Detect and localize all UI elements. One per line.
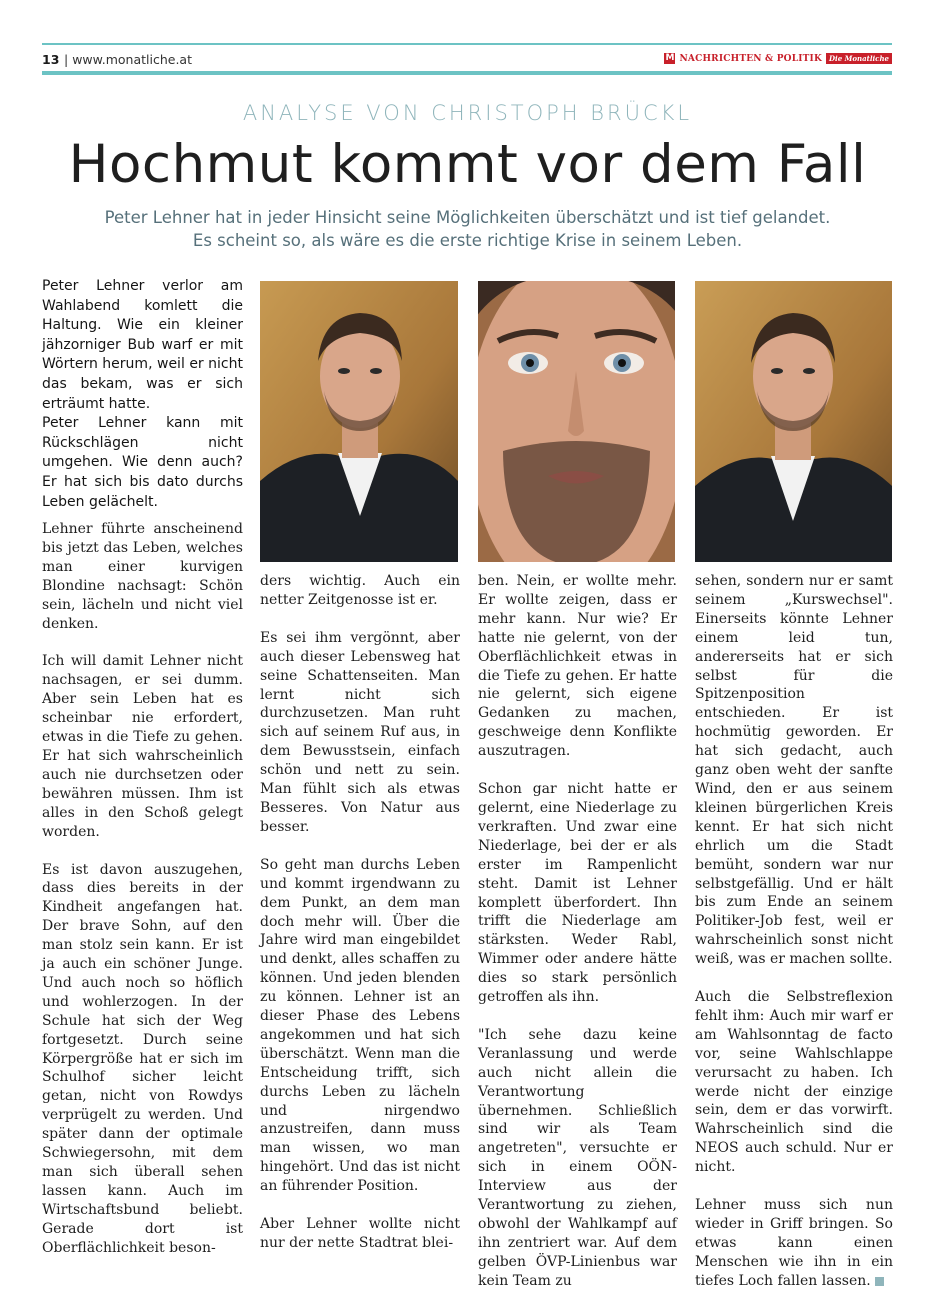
article-headline: Hochmut kommt vor dem Fall [68, 134, 867, 195]
header-bottom-rule [42, 71, 892, 75]
body-paragraph: Schon gar nicht hatte er gelernt, eine Niederlage zu verkraften. Und zwar eine Niederlage, bei der er als erster im Rampenlicht steht. Damit ist Lehner komplett überfordert. Ihn trifft die Niederlage am stärksten. Weder Rabl, Wimmer oder andere hätte dies so stark persönlich getroffen als ihn. [478, 781, 677, 1006]
body-paragraph: "Ich sehe dazu keine Veranlassung und werde auch nicht allein die Verantwortung übernehmen. Schließlich sind wir als Team angetreten", versuchte er sich in einem OÖN-Interview aus der Verantwortung zu ziehen, obwohl der Wahlkampf auf ihn zentriert war. Auf dem gelben ÖVP-Linienbus war kein Team zu [478, 1026, 677, 1289]
body-paragraph: Auch die Selbstreflexion fehlt ihm: Auch mir warf er am Wahlsonntag de facto vor, seine Wahlschlappe verursacht zu haben. Ich werde nicht der einzige sein, dem er das vorwirft. Wahrscheinlich sind die NEOS auch schuld. Nur er nicht. [695, 989, 893, 1176]
lead-line-1: Peter Lehner hat in jeder Hinsicht seine Möglichkeiten überschätzt und ist tief gelandet. [104, 208, 831, 227]
article-kicker: ANALYSE VON CHRISTOPH BRÜCKL [242, 101, 693, 125]
article-column-4 [695, 572, 893, 1291]
article-column-1 [42, 520, 243, 1258]
body-paragraph: Es sei ihm vergönnt, aber auch dieser Lebensweg hat seine Schattenseiten. Man lernt nicht sich durchzusetzen. Man ruht sich auf seinem Ruf aus, in dem Bewusstsein, einfach schön und nett zu sein. Man fühlt sich als etwas Besseres. Von Natur aus besser. [260, 629, 460, 835]
intro-paragraph: Peter Lehner kann mit Rückschlägen nicht umgehen. Wie denn auch? Er hat sich bis dato durchs Leben gelächelt. [42, 415, 243, 510]
portrait-photo-closeup [478, 281, 675, 562]
body-paragraph: ders wichtig. Auch ein netter Zeitgenosse ist er. [260, 573, 460, 608]
brand-m-icon: M [665, 53, 675, 63]
article-intro [42, 277, 243, 512]
body-paragraph: Lehner führte anscheinend bis jetzt das Leben, welches man einer kurvigen Blondine nachsagt: Schön sein, lächeln und nicht viel denken. [42, 521, 243, 632]
site-url[interactable] [64, 52, 192, 67]
site-url-text: www.monatliche.at [72, 52, 192, 67]
last-paragraph-text: Lehner muss sich nun wieder in Griff bringen. So etwas kann einen Menschen wie ihn in ein tiefes Loch fallen lassen. [695, 1197, 893, 1289]
article-lead [70, 206, 865, 252]
body-paragraph: Ich will damit Lehner nicht nachsagen, er sei dumm. Aber sein Leben hat es scheinbar nie erfordert, etwas in die Tiefe zu gehen. Er hat sich wahrscheinlich auch nie durchsetzen oder bewähren müssen. Ihm ist alles in den Schoß gelegt worden. [42, 653, 243, 840]
body-paragraph-last [695, 1196, 893, 1291]
section-name: NACHRICHTEN & POLITIK [679, 53, 822, 64]
portrait-photo-1 [260, 281, 458, 562]
page-number: 13 [42, 52, 60, 67]
body-paragraph: Es ist davon auszugehen, dass dies bereits in der Kindheit angefangen hat. Der brave Sohn, auf den man stolz sein kann. Er ist ja auch ein schöner Junge. Und auch noch so höflich und wohlerzogen. In der Schule hat sich der Weg fortgesetzt. Durch seine Körpergröße hat er sich im Schulhof sicher leicht getan, nicht von Rowdys verprügelt zu werden. Und später dann der optimale Schwiegersohn, mit dem man sich überall sehen lassen kann. Auch im Wirtschaftsbund beliebt. Gerade dort ist Oberflächlichkeit beson- [42, 861, 243, 1256]
header-top-rule [42, 43, 892, 45]
body-paragraph: sehen, sondern nur er samt seinem „Kurswechsel". Einerseits könnte Lehner einem leid tun, andererseits hat er sich selbst für die Spitzenposition entschieden. Er ist hochmütig geworden. Er hat sich gedacht, auch ganz oben weht der sanfte Wind, den er aus seinem kleinen bürgerlichen Kreis kennt. Er hat sich nicht ehrlich um die Stadt bemüht, sondern war nur selbstgefällig. Und er hält bis zum Ende an seinem Politiker-Job fest, weil er wahrscheinlich sonst nicht weiß, was er machen sollte. [695, 573, 893, 968]
article-column-3 [478, 572, 677, 1291]
lead-line-2: Es scheint so, als wäre es die erste richtige Krise in seinem Leben. [192, 231, 743, 250]
end-of-article-icon [875, 1277, 884, 1286]
brand-logo: Die Monatliche [826, 53, 892, 64]
article-column-2 [260, 572, 460, 1253]
body-paragraph: So geht man durchs Leben und kommt irgendwann zu dem Punkt, an dem man doch mehr will. Über die Jahre wird man eingebildet und denkt, alles schaffen zu können. Und jeden blenden zu können. Lehner ist an dieser Phase des Lebens angekommen und hat sich überschätzt. Wenn man die Entscheidung trifft, sich durchs Leben zu lächeln und nirgendwo anzustreifen, dann muss man wissen, wo man hingehört. Und das ist nicht an führender Position. [260, 856, 460, 1195]
header-separator: | [64, 52, 69, 67]
portrait-photo-3 [695, 281, 892, 562]
intro-paragraph: Peter Lehner verlor am Wahlabend komlett die Haltung. Wie ein kleiner jähzorniger Bub warf er mit Wörtern herum, weil er nicht das bekam, was er sich erträumt hatte. [42, 278, 243, 412]
page-header [42, 50, 892, 70]
body-paragraph: Aber Lehner wollte nicht nur der nette Stadtrat blei- [260, 1216, 460, 1251]
body-paragraph: ben. Nein, er wollte mehr. Er wollte zeigen, dass er mehr kann. Nur wie? Er hatte nie gelernt, von der Oberflächlichkeit etwas in die Tiefe zu gehen. Er hatte nie gelernt, sich eigene Gedanken zu machen, geschweige denn Konflikte auszutragen. [478, 573, 677, 760]
section-label [664, 53, 892, 64]
